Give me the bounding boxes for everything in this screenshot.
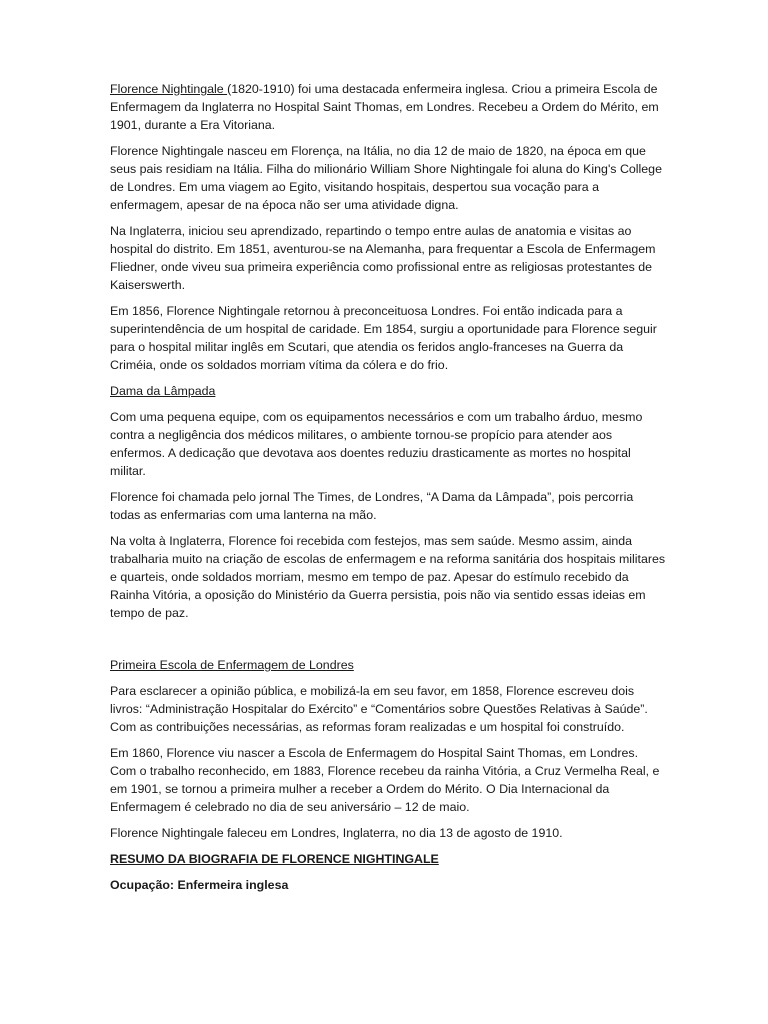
occupation-line: Ocupação: Enfermeira inglesa — [110, 878, 289, 892]
intro-text: (1820-1910) foi uma destacada enfermeira inglesa. Criou a primeira Escola de Enfermagem da Inglaterra no Hospital Saint Thomas, em Londres. Recebeu a Ordem do Mérito, em 1901, durante a Era Vitoriana. — [110, 82, 659, 132]
section-heading-resumo: RESUMO DA BIOGRAFIA DE FLORENCE NIGHTINGALE — [110, 852, 439, 866]
section-heading-dama: Dama da Lâmpada — [110, 384, 216, 398]
times-paragraph: Florence foi chamada pelo jornal The Times, de Londres, “A Dama da Lâmpada”, pois percorria todas as enfermarias com uma lanterna na mão. — [110, 490, 634, 522]
return-paragraph: Na volta à Inglaterra, Florence foi recebida com festejos, mas sem saúde. Mesmo assim, ainda trabalharia muito na criação de escolas de enfermagem e na reforma sanitária dos hospitais militares e quarteis, onde soldados morriam, mesmo em tempo de paz. Apesar do estímulo recebido da Rainha Vitória, a oposição do Ministério da Guerra persistia, pois não via sentido essas ideias em tempo de paz. — [110, 534, 666, 620]
school-paragraph: Em 1860, Florence viu nascer a Escola de Enfermagem do Hospital Saint Thomas, em Londres. Com o trabalho reconhecido, em 1883, Florence recebeu da rainha Vitória, a Cruz Vermelha Real, e em 1901, se tornou a primeira mulher a receber a Ordem do Mérito. O Dia Internacional da Enfermagem é celebrado no dia de seu aniversário – 12 de maio. — [110, 746, 660, 814]
document-body — [110, 80, 666, 902]
training-paragraph: Na Inglaterra, iniciou seu aprendizado, repartindo o tempo entre aulas de anatomia e visitas ao hospital do distrito. Em 1851, aventurou-se na Alemanha, para frequentar a Escola de Enfermagem Fliedner, onde viveu sua primeira experiência como profissional entre as religiosas protestantes de Kaiserswerth. — [110, 224, 656, 292]
section-spacer — [110, 630, 666, 656]
team-paragraph: Com uma pequena equipe, com os equipamentos necessários e com um trabalho árduo, mesmo contra a negligência dos médicos militares, o ambiente tornou-se propício para atender aos enfermos. A dedicação que devotava aos doentes reduziu drasticamente as mortes no hospital militar. — [110, 410, 643, 478]
section-heading-escola: Primeira Escola de Enfermagem de Londres — [110, 658, 354, 672]
birth-paragraph: Florence Nightingale nasceu em Florença, na Itália, no dia 12 de maio de 1820, na época em que seus pais residiam na Itália. Filha do milionário William Shore Nightingale foi aluna do King's College de Londres. Em uma viagem ao Egito, visitando hospitais, despertou sua vocação para a enfermagem, apesar de na época não ser uma atividade digna. — [110, 144, 662, 212]
death-paragraph: Florence Nightingale faleceu em Londres, Inglaterra, no dia 13 de agosto de 1910. — [110, 826, 563, 840]
intro-paragraph — [110, 80, 666, 134]
crimea-paragraph: Em 1856, Florence Nightingale retornou à preconceituosa Londres. Foi então indicada para a superintendência de um hospital de caridade. Em 1854, surgiu a oportunidade para Florence seguir para o hospital militar inglês em Scutari, que atendia os feridos anglo-franceses na Guerra da Criméia, onde os soldados morriam vítima da cólera e do frio. — [110, 304, 657, 372]
intro-name-link: Florence Nightingale — [110, 82, 228, 96]
books-paragraph: Para esclarecer a opinião pública, e mobilizá-la em seu favor, em 1858, Florence escreveu dois livros: “Administração Hospitalar do Exército” e “Comentários sobre Questões Relativas à Saúde”. Com as contribuições necessárias, as reformas foram realizadas e um hospital foi construído. — [110, 684, 648, 734]
